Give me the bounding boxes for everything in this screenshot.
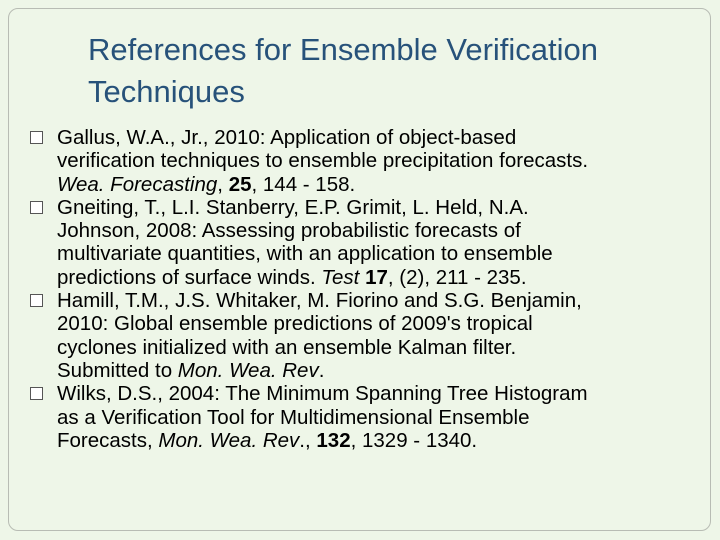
reference-text: as a Verification Tool for Multidimensional Ensemble [57,405,530,429]
journal-name: Mon. Wea. Rev [158,428,300,452]
reference-text: , [217,172,229,196]
reference-line [57,126,710,149]
reference-text: Gallus, W.A., Jr., 2010: Application of object-based [57,126,517,149]
volume-number: 25 [228,172,252,196]
title-line-2: Techniques [88,74,245,109]
reference-line [57,149,710,172]
bullet-box-icon [30,294,43,307]
reference-text: Hamill, T.M., J.S. Whitaker, M. Fiorino and S.G. Benjamin, [57,289,582,313]
reference-text: Wilks, D.S., 2004: The Minimum Spanning Tree Histogram [57,382,588,406]
reference-list [30,126,710,452]
reference-line [57,242,710,265]
reference-text: Forecasts, [57,428,159,452]
reference-item [30,289,710,382]
reference-line [57,289,710,312]
reference-line [57,219,710,242]
reference-text: ., [299,428,317,452]
journal-name: Test [321,265,360,289]
title-line-1: References for Ensemble Verification [88,32,599,67]
reference-text: verification techniques to ensemble precipitation forecasts. [57,149,589,173]
reference-text: . [318,358,325,382]
reference-text: , (2), 211 - 235. [387,265,527,289]
bullet-box-icon [30,387,43,400]
reference-text: cyclones initialized with an ensemble Kalman filter. [57,335,517,359]
volume-number: 17 [365,265,388,289]
reference-text: 2010: Global ensemble predictions of 2009's tropical [57,312,533,336]
reference-item [30,382,710,452]
reference-text: Submitted to [57,358,178,382]
slide-title [88,29,708,113]
bullet-box-icon [30,131,43,144]
reference-line [57,196,710,219]
reference-line [57,382,710,405]
reference-line [57,406,710,429]
reference-item [30,126,710,196]
reference-line [57,359,710,382]
journal-name: Wea. Forecasting [57,172,218,196]
reference-line [57,312,710,335]
reference-text: predictions of surface winds. [57,265,322,289]
reference-line [57,173,710,196]
reference-line [57,336,710,359]
reference-text: multivariate quantities, with an application to ensemble [57,242,553,266]
reference-text: Gneiting, T., L.I. Stanberry, E.P. Grimit, L. Held, N.A. [57,195,529,219]
reference-line [57,266,710,289]
reference-line [57,429,710,452]
journal-name: Mon. Wea. Rev [177,358,319,382]
bullet-box-icon [30,201,43,214]
reference-text: , 1329 - 1340. [350,428,478,452]
reference-text: , 144 - 158. [251,172,356,196]
volume-number: 132 [316,428,351,452]
reference-text: Johnson, 2008: Assessing probabilistic forecasts of [57,219,521,243]
reference-item [30,196,710,289]
